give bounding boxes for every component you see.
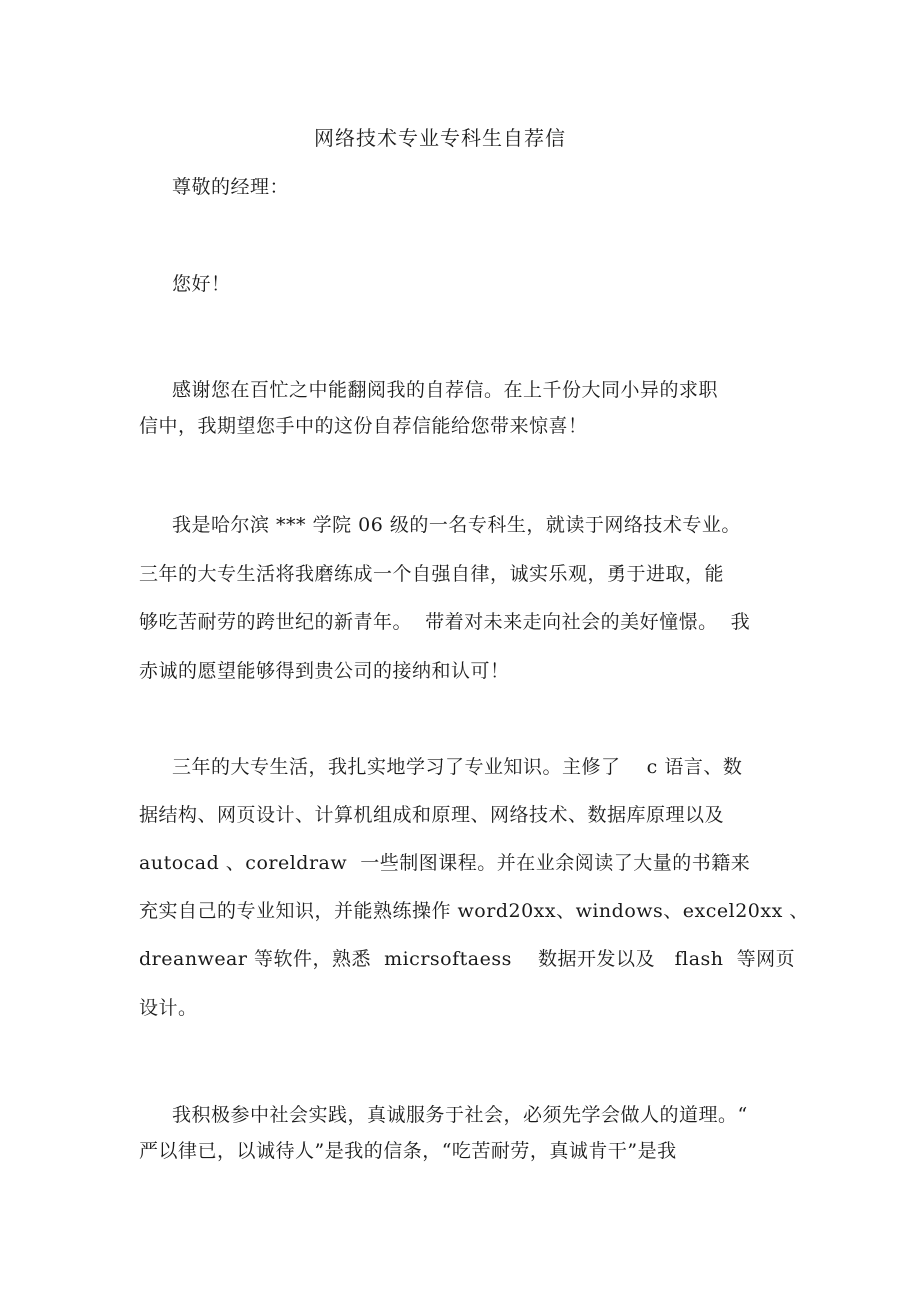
paragraph-line: 赤诚的愿望能够得到贵公司的接纳和认可！: [139, 660, 510, 682]
paragraph-line: 信中，我期望您手中的这份自荐信能给您带来惊喜！: [139, 415, 588, 437]
document-title: 网络技术专业专科生自荐信: [314, 126, 566, 150]
paragraph-line: 我积极参中社会实践，真诚服务于社会，必须先学会做人的道理。“: [172, 1104, 748, 1126]
paragraph-line: 三年的大专生活，我扎实地学习了专业知识。主修了 c 语言、数: [172, 756, 743, 778]
paragraph-line: 三年的大专生活将我磨练成一个自强自律，诚实乐观，勇于进取，能: [139, 563, 725, 585]
greeting: 您好！: [172, 273, 231, 295]
paragraph-line: 设计。: [139, 997, 198, 1019]
paragraph-line: 据结构、网页设计、计算机组成和原理、网络技术、数据库原理以及: [139, 804, 725, 826]
paragraph-line: 感谢您在百忙之中能翻阅我的自荐信。在上千份大同小异的求职: [172, 379, 719, 401]
paragraph-line: dreanwear 等软件，熟悉 micrsoftaess 数据开发以及 flash 等网页: [139, 948, 796, 970]
paragraph-line: 我是哈尔滨 *** 学院 06 级的一名专科生，就读于网络技术专业。: [172, 514, 741, 536]
paragraph-line: autocad 、coreldraw 一些制图课程。并在业余阅读了大量的书籍来: [139, 852, 751, 874]
paragraph-line: 够吃苦耐劳的跨世纪的新青年。 带着对未来走向社会的美好憧憬。 我: [139, 611, 751, 633]
paragraph-line: 严以律已，以诚待人”是我的信条，“吃苦耐劳，真诚肯干”是我: [139, 1140, 677, 1162]
salutation: 尊敬的经理：: [172, 176, 290, 198]
paragraph-line: 充实自己的专业知识，并能熟练操作 word20xx、windows、excel20xx 、: [139, 900, 809, 922]
